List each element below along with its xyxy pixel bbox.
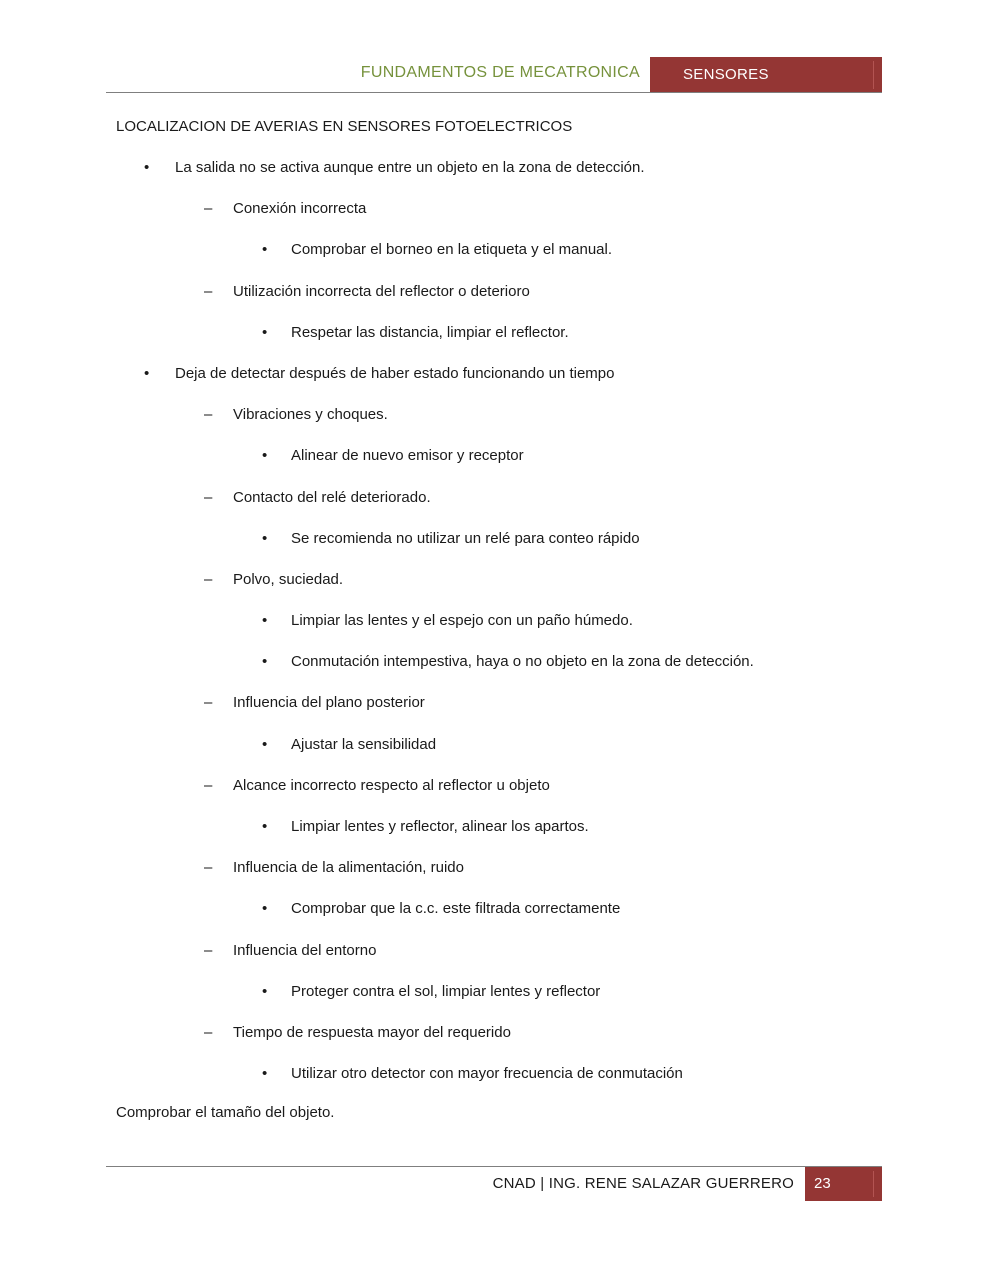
list-item-level-2: [0, 693, 990, 734]
list-item-text: Vibraciones y choques.: [233, 406, 388, 424]
dash-marker: –: [204, 200, 213, 218]
list-item-level-3: [0, 899, 990, 940]
page-number-badge: [805, 1167, 882, 1201]
header-divider: [106, 92, 650, 93]
header-section-tab: [650, 57, 882, 93]
list-item-level-3: [0, 529, 990, 570]
list-item-text: Influencia de la alimentación, ruido: [233, 859, 464, 877]
bullet-marker: •: [262, 735, 268, 753]
dash-marker: –: [204, 488, 213, 506]
list-item-level-3: [0, 1064, 990, 1105]
list-item-text: Limpiar lentes y reflector, alinear los apartos.: [291, 818, 589, 835]
list-item-level-2: [0, 405, 990, 446]
list-item-text: Utilización incorrecta del reflector o deterioro: [233, 282, 530, 300]
bullet-marker: •: [262, 241, 268, 259]
list-item-level-3: [0, 735, 990, 776]
list-item-text: Utilizar otro detector con mayor frecuencia de conmutación: [291, 1065, 683, 1083]
bullet-marker: •: [262, 818, 268, 835]
footer-author: CNAD | ING. RENE SALAZAR GUERRERO: [492, 1175, 794, 1192]
list-item-level-2: [0, 776, 990, 817]
bullet-marker: •: [144, 364, 150, 382]
list-item-text: Alcance incorrecto respecto al reflector u objeto: [233, 776, 550, 794]
list-item-text: Respetar las distancia, limpiar el reflector.: [291, 323, 569, 341]
dash-marker: –: [204, 859, 213, 877]
list-item-level-2: [0, 570, 990, 611]
list-item-level-3: [0, 323, 990, 364]
list-item-level-2: [0, 1023, 990, 1064]
list-item-level-3: [0, 652, 990, 693]
dash-marker: –: [204, 406, 213, 424]
list-item-level-2: [0, 941, 990, 982]
list-item-level-2: [0, 282, 990, 323]
list-item-level-1: [0, 364, 990, 405]
closing-paragraph: Comprobar el tamaño del objeto.: [116, 1104, 335, 1121]
header-title: FUNDAMENTOS DE MECATRONICA: [360, 64, 640, 81]
list-item-text: Alinear de nuevo emisor y receptor: [291, 447, 524, 465]
list-item-level-3: [0, 446, 990, 487]
bullet-marker: •: [262, 323, 268, 341]
list-item-text: La salida no se activa aunque entre un objeto en la zona de detección.: [175, 159, 645, 176]
list-item-text: Contacto del relé deteriorado.: [233, 488, 431, 506]
list-item-text: Comprobar que la c.c. este filtrada correctamente: [291, 900, 621, 918]
list-item-level-1: [0, 158, 990, 199]
list-item-level-3: [0, 817, 990, 858]
list-item-text: Ajustar la sensibilidad: [291, 735, 437, 753]
header-section-label: SENSORES: [683, 66, 769, 83]
section-title: LOCALIZACION DE AVERIAS EN SENSORES FOTOELECTRICOS: [116, 118, 573, 135]
dash-marker: –: [204, 570, 213, 588]
bullet-marker: •: [262, 447, 268, 465]
bullet-marker: •: [262, 612, 268, 630]
bullet-marker: •: [262, 900, 268, 918]
list-item-level-2: [0, 858, 990, 899]
list-item-text: Limpiar las lentes y el espejo con un paño húmedo.: [291, 612, 633, 630]
dash-marker: –: [204, 776, 213, 794]
bullet-marker: •: [262, 982, 268, 1000]
list-item-level-3: [0, 611, 990, 652]
list-item-text: Se recomienda no utilizar un relé para conteo rápido: [291, 529, 640, 547]
page-number: 23: [814, 1175, 831, 1192]
list-item-text: Conmutación intempestiva, haya o no objeto en la zona de detección.: [291, 653, 754, 671]
dash-marker: –: [204, 282, 213, 300]
list-item-text: Tiempo de respuesta mayor del requerido: [233, 1023, 511, 1041]
list-item-text: Comprobar el borneo en la etiqueta y el manual.: [291, 241, 613, 259]
bullet-marker: •: [262, 1065, 268, 1083]
bullet-marker: •: [262, 653, 268, 671]
list-item-level-3: [0, 982, 990, 1023]
header-divider-right: [650, 92, 882, 93]
list-item-level-3: [0, 240, 990, 281]
list-item-text: Influencia del plano posterior: [233, 694, 425, 712]
list-item-text: Proteger contra el sol, limpiar lentes y reflector: [291, 982, 601, 1000]
list-item-text: Deja de detectar después de haber estado funcionando un tiempo: [175, 364, 615, 382]
list-item-level-2: [0, 199, 990, 240]
bullet-marker: •: [144, 159, 150, 176]
dash-marker: –: [204, 941, 213, 959]
list-item-text: Polvo, suciedad.: [233, 570, 344, 588]
dash-marker: –: [204, 1023, 213, 1041]
dash-marker: –: [204, 694, 213, 712]
bullet-marker: •: [262, 529, 268, 547]
footer-divider: [106, 1166, 882, 1167]
troubleshooting-list: [0, 158, 990, 1105]
list-item-text: Influencia del entorno: [233, 941, 377, 959]
list-item-level-2: [0, 488, 990, 529]
list-item-text: Conexión incorrecta: [233, 200, 367, 218]
